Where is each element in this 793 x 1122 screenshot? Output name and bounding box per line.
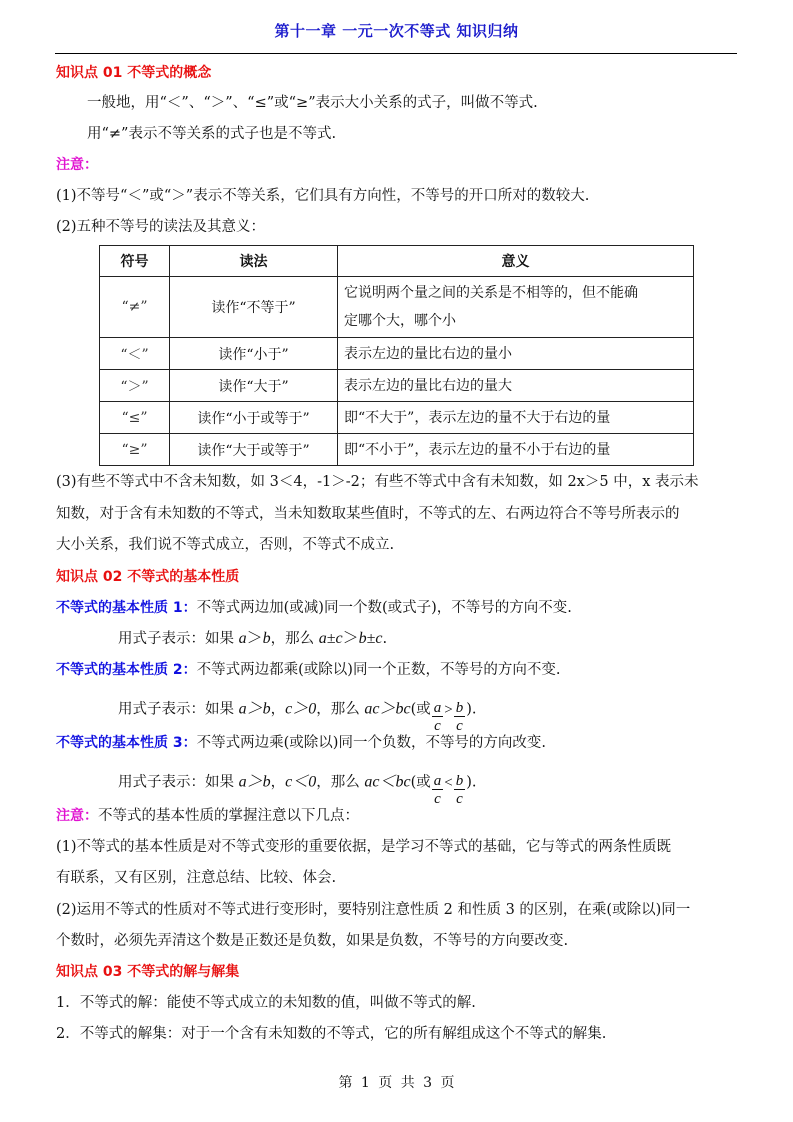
inequality-symbols-table xyxy=(99,245,694,466)
section3-item-1: 1．不等式的解：能使不等式成立的未知数的值，叫做不等式的解. xyxy=(56,995,476,1011)
property-3-formula: 用式子表示：如果 a＞b，c＜0，那么 ac＜bc(或 $\frac{a}{c}$ < $\frac{b}{c}$ ). xyxy=(118,773,477,807)
formula-expr: b±c xyxy=(358,630,383,647)
formula-condition: a＞b xyxy=(238,700,271,718)
symbol-cell: “＜” xyxy=(100,338,170,370)
table-row xyxy=(100,434,694,466)
formula-end: . xyxy=(382,631,388,647)
denominator: c xyxy=(434,718,441,734)
section2-note-1-line-1: (1)不等式的基本性质是对不等式变形的重要依据，是学习不等式的基础，它与等式的两条性质既 xyxy=(56,839,672,855)
symbol-cell: “≥” xyxy=(100,434,170,466)
fraction xyxy=(432,774,444,807)
section2-note-1-line-2: 有联系，又有区别，注意总结、比较、体会. xyxy=(56,870,337,886)
property-2 xyxy=(56,660,561,680)
table-header: 意义 xyxy=(338,246,694,277)
formula-op: > xyxy=(444,701,453,718)
section2-note-2-line-2: 个数时，必须先弄清这个数是正数还是负数，如果是负数，不等号的方向要改变. xyxy=(56,933,569,949)
formula-result: ac＜bc xyxy=(364,773,411,791)
formula-condition: c＜0 xyxy=(285,773,317,791)
formula-text: ，那么 xyxy=(316,774,365,791)
section2-note-label: 注意： xyxy=(56,808,98,824)
meaning-cell: 表示左边的量比右边的量小 xyxy=(338,338,694,370)
property-3 xyxy=(56,733,546,753)
formula-text: (或 xyxy=(410,774,431,791)
section1-note-3-line-1: (3)有些不等式中不含未知数，如 3＜4，-1＞-2；有些不等式中含有未知数，如 2x＞5 中，x 表示未 xyxy=(56,474,699,490)
section1-note-2: (2)五种不等号的读法及其意义： xyxy=(56,219,266,235)
page-title: 第十一章 一元一次不等式 知识归纳 xyxy=(274,22,519,40)
formula-condition: a＞b xyxy=(238,773,271,791)
section2-note-text: 不等式的基本性质的掌握注意以下几点： xyxy=(98,808,359,824)
formula-op: ＞ xyxy=(246,630,263,647)
formula-text: (或 xyxy=(410,701,431,718)
reading-cell: 读作“小于或等于” xyxy=(170,402,338,434)
reading-cell: 读作“大于” xyxy=(170,370,338,402)
symbol-cell: “＞” xyxy=(100,370,170,402)
meaning-cell: 即“不大于”，表示左边的量不大于右边的量 xyxy=(338,402,694,434)
table-header: 符号 xyxy=(100,246,170,277)
section1-note-3-line-2: 知数，对于含有未知数的不等式，当未知数取某些值时，不等式的左、右两边符合不等号所表示的 xyxy=(56,506,680,522)
section3-item-2: 2．不等式的解集：对于一个含有未知数的不等式，它的所有解组成这个不等式的解集. xyxy=(56,1026,607,1042)
section1-note-1: (1)不等号“＜”或“＞”表示不等关系，它们具有方向性，不等号的开口所对的数较大. xyxy=(56,188,590,204)
formula-prefix: 用式子表示：如果 xyxy=(118,631,239,647)
property-1-text: 不等式两边加(或减)同一个数(或式子)，不等号的方向不变. xyxy=(196,600,572,616)
property-1-formula xyxy=(118,629,387,649)
section1-note-3-line-3: 大小关系，我们说不等式成立，否则，不等式不成立. xyxy=(56,537,395,553)
section1-paragraph-1: 一般地，用“＜”、“＞”、“≤”或“≥”表示大小关系的式子，叫做不等式. xyxy=(87,95,538,111)
table-row xyxy=(100,277,694,338)
denominator: c xyxy=(456,718,463,734)
meaning-cell: 表示左边的量比右边的量大 xyxy=(338,370,694,402)
formula-prefix: 用式子表示：如果 xyxy=(118,701,239,718)
formula-text: ). xyxy=(466,701,477,718)
formula-text: ). xyxy=(466,774,477,791)
meaning-cell: 即“不小于”，表示左边的量不小于右边的量 xyxy=(338,434,694,466)
property-3-text: 不等式两边乘(或除以)同一个负数，不等号的方向改变. xyxy=(196,735,547,751)
page-footer: 第 1 页 共 3 页 xyxy=(338,1075,455,1091)
section2-note xyxy=(56,806,359,826)
meaning-cell xyxy=(338,277,694,338)
table-row xyxy=(100,370,694,402)
section2-note-2-line-1: (2)运用不等式的性质对不等式进行变形时，要特别注意性质 2 和性质 3 的区别，在乘(或除以)同一 xyxy=(56,902,691,918)
formula-op: < xyxy=(444,774,453,791)
reading-cell: 读作“小于” xyxy=(170,338,338,370)
section1-paragraph-2: 用“≠”表示不等关系的式子也是不等式. xyxy=(87,126,337,142)
formula-op: ＞ xyxy=(342,630,359,647)
table-header-row xyxy=(100,246,694,277)
fraction xyxy=(454,774,466,807)
symbol-cell: “≤” xyxy=(100,402,170,434)
numerator: b xyxy=(455,773,464,789)
formula-condition: c＞0 xyxy=(285,700,317,718)
property-1-label: 不等式的基本性质 1： xyxy=(56,600,197,616)
reading-cell: 读作“不等于” xyxy=(170,277,338,338)
property-3-label: 不等式的基本性质 3： xyxy=(56,735,197,751)
section2-heading: 知识点 02 不等式的基本性质 xyxy=(56,569,240,585)
formula-result: ac＞bc xyxy=(364,700,411,718)
fraction xyxy=(454,701,466,734)
property-2-formula: 用式子表示：如果 a＞b，c＞0，那么 ac＞bc(或 $\frac{a}{c}$ > $\frac{b}{c}$ ). xyxy=(118,700,477,734)
table-row xyxy=(100,338,694,370)
symbol-cell: “≠” xyxy=(100,277,170,338)
numerator: a xyxy=(433,700,442,716)
section1-note-label: 注意： xyxy=(56,157,98,173)
formula-var: a xyxy=(238,630,247,647)
property-1 xyxy=(56,598,572,618)
formula-expr: a±c xyxy=(318,630,343,647)
title-divider xyxy=(55,53,737,54)
meaning-line: 定哪个大，哪个小 xyxy=(344,313,456,329)
property-2-label: 不等式的基本性质 2： xyxy=(56,662,197,678)
formula-prefix: 用式子表示：如果 xyxy=(118,774,239,791)
table-header: 读法 xyxy=(170,246,338,277)
property-2-text: 不等式两边都乘(或除以)同一个正数，不等号的方向不变. xyxy=(196,662,561,678)
numerator: a xyxy=(433,773,442,789)
section1-heading: 知识点 01 不等式的概念 xyxy=(56,65,212,81)
denominator: c xyxy=(456,791,463,807)
denominator: c xyxy=(434,791,441,807)
fraction xyxy=(432,701,444,734)
meaning-line: 它说明两个量之间的关系是不相等的，但不能确 xyxy=(344,285,638,301)
numerator: b xyxy=(455,700,464,716)
table-row xyxy=(100,402,694,434)
formula-var: b xyxy=(262,630,271,647)
section3-heading: 知识点 03 不等式的解与解集 xyxy=(56,964,240,980)
formula-text: ，那么 xyxy=(270,631,319,647)
formula-text: ，那么 xyxy=(316,701,365,718)
reading-cell: 读作“大于或等于” xyxy=(170,434,338,466)
